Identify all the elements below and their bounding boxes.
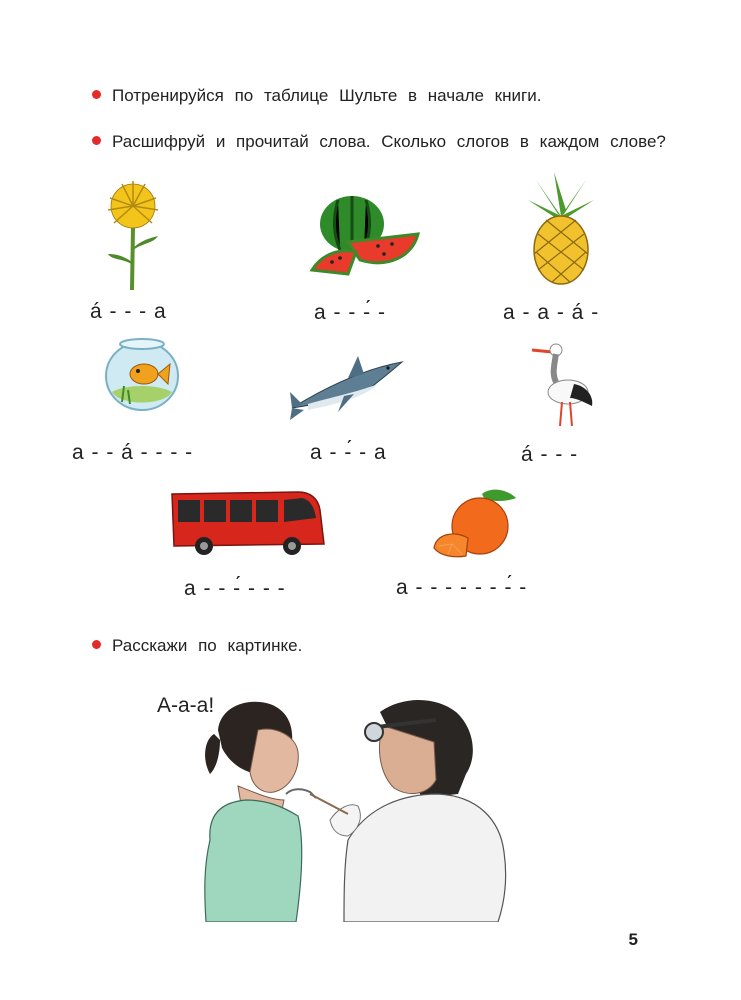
word-pattern-4: а - - á - - - - (72, 441, 194, 464)
instruction-2 (92, 132, 666, 152)
word-pattern-1: á - - - а (90, 300, 167, 323)
bullet-icon (92, 136, 101, 145)
bullet-icon (92, 640, 101, 649)
instruction-text: Расскажи по картинке. (112, 636, 303, 655)
speech-text: А-а-а! (157, 694, 215, 717)
doctor-examining-girl-illustration (198, 690, 518, 922)
shark-icon (288, 352, 404, 424)
bullet-icon (92, 90, 101, 99)
word-pattern-6: á - - - (521, 443, 579, 466)
word-pattern-2: а - - -́ - (314, 301, 386, 324)
instruction-3 (92, 636, 302, 656)
instruction-text: Потренируйся по таблице Шульте в начале книги. (112, 86, 542, 105)
word-pattern-8: а - - - - - - -́ - (396, 576, 528, 599)
word-pattern-3: а - а - á - (503, 301, 600, 324)
fish-aquarium-icon (102, 334, 182, 412)
bus-icon (168, 488, 328, 558)
page-number: 5 (628, 930, 638, 949)
word-pattern-5: а - -́ - а (310, 441, 387, 464)
chrysanthemum-flower-icon (100, 178, 166, 290)
watermelon-icon (308, 190, 420, 280)
word-pattern-7: а - - -́ - - - (184, 577, 286, 600)
stork-icon (530, 340, 596, 428)
pineapple-icon (526, 170, 596, 286)
instruction-1 (92, 86, 541, 106)
orange-icon (432, 488, 520, 562)
instruction-text: Расшифруй и прочитай слова. Сколько слогов в каждом слове? (112, 132, 666, 151)
